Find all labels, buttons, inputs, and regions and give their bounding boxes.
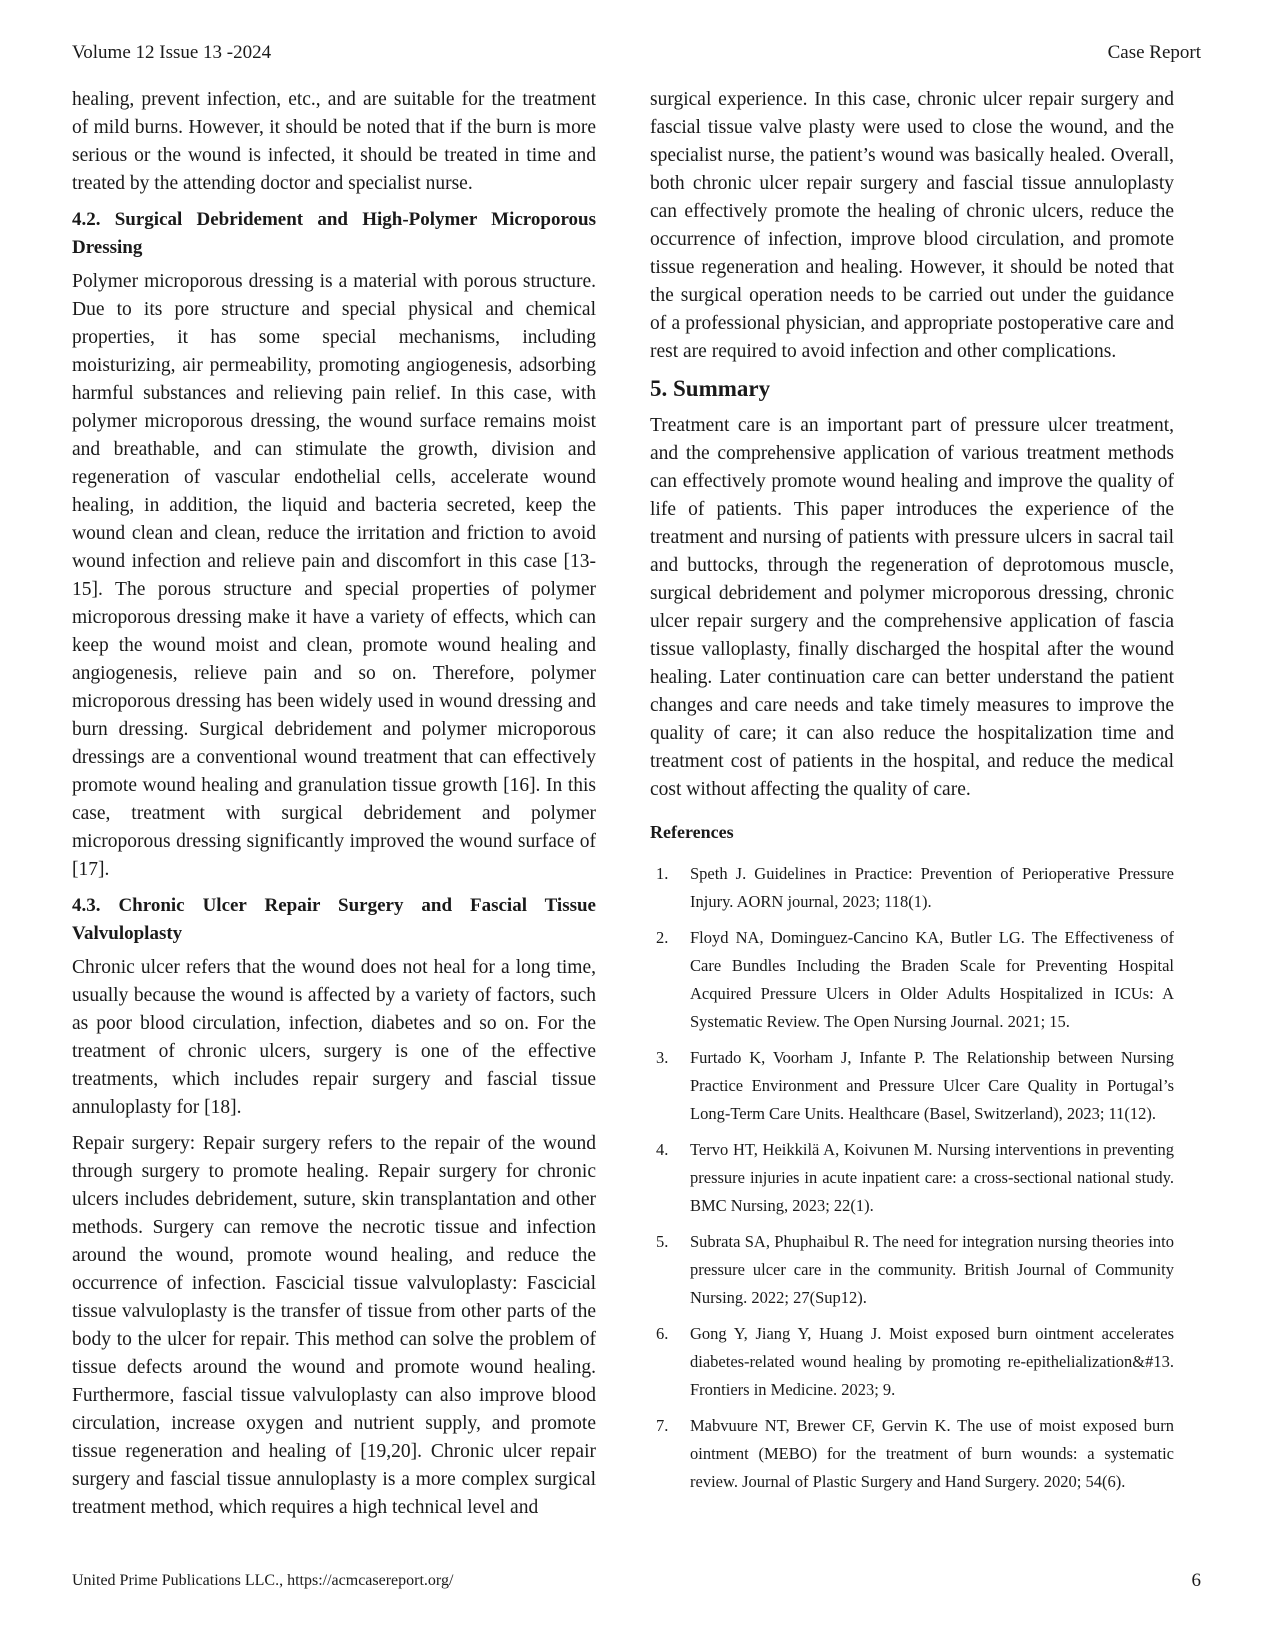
paragraph: Chronic ulcer refers that the wound does not heal for a long time, usually because the wound is affected by a variety of factors, such as poor blood circulation, infection, diabetes and so on. For the treatment of chronic ulcers, surgery is one of the effective treatments, which includes repair surgery and fascial tissue annuloplasty for [18].	[72, 957, 596, 1118]
section-heading-4-2: 4.2. Surgical Debridement and High-Polymer Microporous Dressing	[72, 209, 596, 258]
reference-text: Floyd NA, Dominguez-Cancino KA, Butler LG. The Effectiveness of Care Bundles Including the Braden Scale for Preventing Hospital Acquired Pressure Ulcers in Older Adults Hospitalized in ICUs: A Systematic Review. The Open Nursing Journal. 2021; 15.	[690, 928, 1174, 1031]
reference-item	[650, 1412, 1174, 1496]
references-heading: References	[650, 822, 734, 842]
publisher-footer: United Prime Publications LLC., https://acmcasereport.org/	[72, 1572, 454, 1589]
paragraph: healing, prevent infection, etc., and are suitable for the treatment of mild burns. However, it should be noted that if the burn is more serious or the wound is infected, it should be treated in time and treated by the attending doctor and specialist nurse.	[72, 89, 596, 194]
reference-item	[650, 1136, 1174, 1220]
page-number: 6	[1191, 1570, 1201, 1591]
reference-item	[650, 1044, 1174, 1128]
right-column	[650, 86, 1174, 1504]
reference-text: Mabvuure NT, Brewer CF, Gervin K. The use of moist exposed burn ointment (MEBO) for the treatment of burn wounds: a systematic review. Journal of Plastic Surgery and Hand Surgery. 2020; 54(6).	[690, 1416, 1174, 1491]
section-heading-4-3: 4.3. Chronic Ulcer Repair Surgery and Fascial Tissue Valvuloplasty	[72, 895, 596, 944]
reference-item	[650, 860, 1174, 916]
journal-volume: Volume 12 Issue 13 -2024	[72, 42, 272, 63]
paragraph: surgical experience. In this case, chronic ulcer repair surgery and fascial tissue valve plasty were used to close the wound, and the specialist nurse, the patient’s wound was basically healed. Overall, both chronic ulcer repair surgery and fascial tissue annuloplasty can effectively promote the healing of chronic ulcers, reduce the occurrence of infection, improve blood circulation, and promote tissue regeneration and healing. However, it should be noted that the surgical operation needs to be carried out under the guidance of a professional physician, and appropriate postoperative care and rest are required to avoid infection and other complications.	[650, 89, 1174, 362]
reference-number: 1.	[656, 864, 669, 883]
reference-number: 6.	[656, 1324, 669, 1343]
left-column	[72, 86, 596, 1530]
reference-list	[650, 860, 1174, 1496]
reference-text: Speth J. Guidelines in Practice: Prevention of Perioperative Pressure Injury. AORN journal, 2023; 118(1).	[690, 864, 1174, 911]
reference-number: 3.	[656, 1048, 669, 1067]
reference-item	[650, 1228, 1174, 1312]
reference-number: 5.	[656, 1232, 669, 1251]
reference-text: Gong Y, Jiang Y, Huang J. Moist exposed burn ointment accelerates diabetes-related wound healing by promoting re-epithelialization&#13. Frontiers in Medicine. 2023; 9.	[690, 1324, 1174, 1399]
reference-number: 4.	[656, 1140, 669, 1159]
paragraph: Repair surgery: Repair surgery refers to the repair of the wound through surgery to promote healing. Repair surgery for chronic ulcers includes debridement, suture, skin transplantation and other methods. Surgery can remove the necrotic tissue and infection around the wound, promote wound healing, and reduce the occurrence of infection. Fascicial tissue valvuloplasty: Fascicial tissue valvuloplasty is the transfer of tissue from other parts of the body to the ulcer for repair. This method can solve the problem of tissue defects around the wound and promote wound healing. Furthermore, fascial tissue valvuloplasty can also improve blood circulation, increase oxygen and nutrient supply, and promote tissue regeneration and healing of [19,20]. Chronic ulcer repair surgery and fascial tissue annuloplasty is a more complex surgical treatment method, which requires a high technical level and	[72, 1133, 596, 1518]
reference-text: Subrata SA, Phuphaibul R. The need for integration nursing theories into pressure ulcer care in the community. British Journal of Community Nursing. 2022; 27(Sup12).	[690, 1232, 1174, 1307]
reference-item	[650, 924, 1174, 1036]
section-heading-summary: 5. Summary	[650, 376, 771, 401]
reference-number: 7.	[656, 1416, 669, 1435]
paragraph: Treatment care is an important part of pressure ulcer treatment, and the comprehensive application of various treatment methods can effectively promote wound healing and improve the quality of life of patients. This paper introduces the experience of the treatment and nursing of patients with pressure ulcers in sacral tail and buttocks, through the regeneration of deprotomous muscle, surgical debridement and polymer microporous dressing, chronic ulcer repair surgery and the comprehensive application of fascia tissue valloplasty, finally discharged the hospital after the wound healing. Later continuation care can better understand the patient changes and care needs and take timely measures to improve the quality of care; it can also reduce the hospitalization time and treatment cost of patients in the hospital, and reduce the medical cost without affecting the quality of care.	[650, 415, 1174, 800]
reference-item	[650, 1320, 1174, 1404]
reference-text: Furtado K, Voorham J, Infante P. The Relationship between Nursing Practice Environment and Pressure Ulcer Care Quality in Portugal’s Long-Term Care Units. Healthcare (Basel, Switzerland), 2023; 11(12).	[690, 1048, 1174, 1123]
paragraph: Polymer microporous dressing is a material with porous structure. Due to its pore structure and special physical and chemical properties, it has some special mechanisms, including moisturizing, air permeability, promoting angiogenesis, adsorbing harmful substances and relieving pain relief. In this case, with polymer microporous dressing, the wound surface remains moist and breathable, and can stimulate the growth, division and regeneration of vascular endothelial cells, accelerate wound healing, in addition, the liquid and bacteria secreted, keep the wound clean and clean, reduce the irritation and friction to avoid wound infection and relieve pain and discomfort in this case [13-15]. The porous structure and special properties of polymer microporous dressing make it have a variety of effects, which can keep the wound moist and clean, promote wound healing and angiogenesis, relieve pain and so on. Therefore, polymer microporous dressing has been widely used in wound dressing and burn dressing. Surgical debridement and polymer microporous dressings are a conventional wound treatment that can effectively promote wound healing and granulation tissue growth [16]. In this case, treatment with surgical debridement and polymer microporous dressing significantly improved the wound surface of [17].	[72, 271, 596, 880]
reference-number: 2.	[656, 928, 669, 947]
article-type: Case Report	[1107, 42, 1201, 63]
reference-text: Tervo HT, Heikkilä A, Koivunen M. Nursing interventions in preventing pressure injuries in acute inpatient care: a cross-sectional national study. BMC Nursing, 2023; 22(1).	[690, 1140, 1174, 1215]
